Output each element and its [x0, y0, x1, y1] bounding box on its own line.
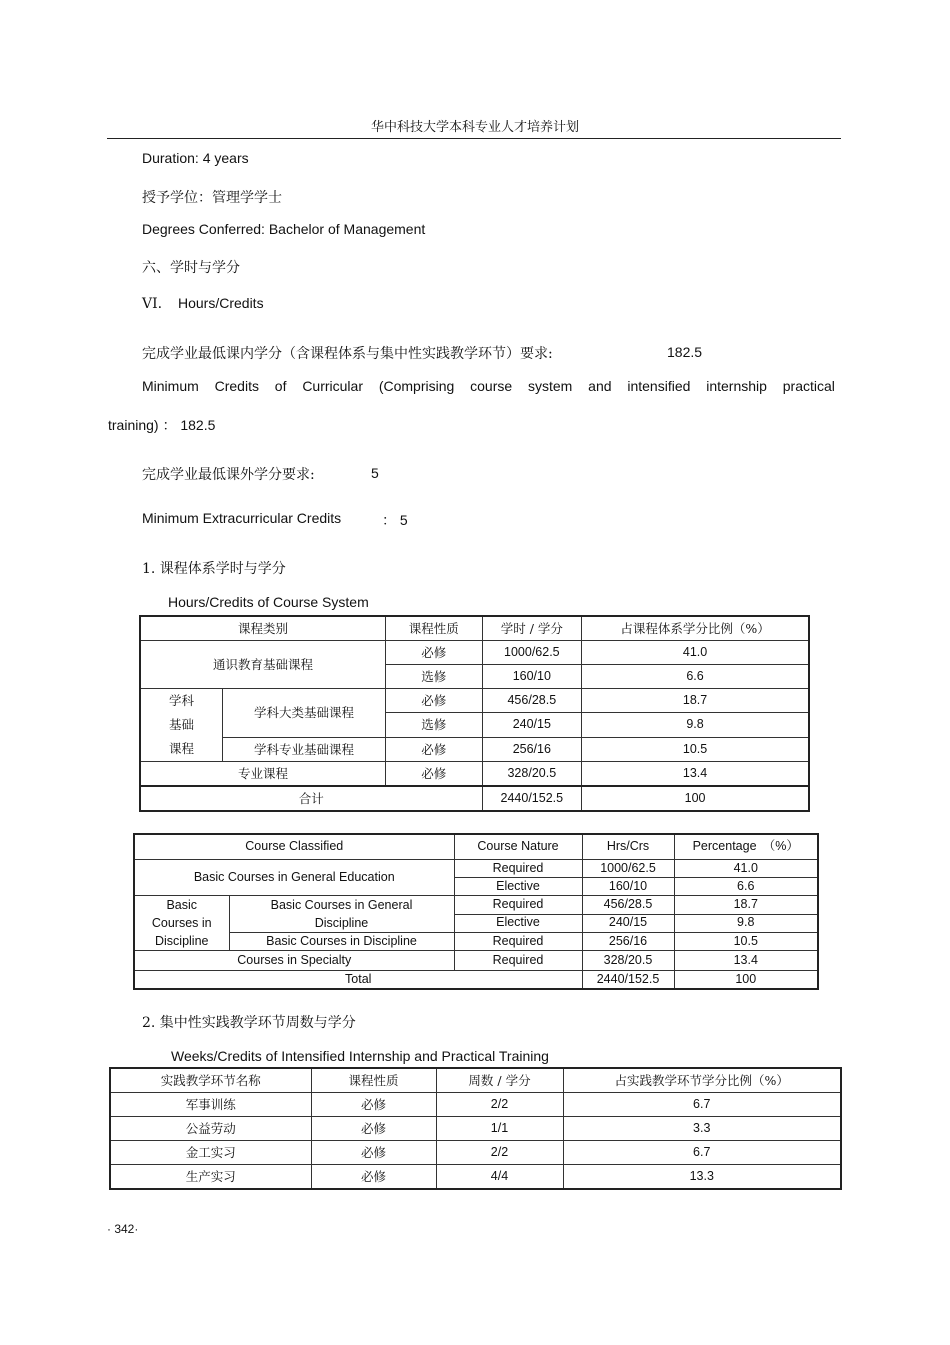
table-header-row	[140, 616, 809, 641]
table-row	[140, 737, 809, 761]
table-row	[110, 1093, 841, 1117]
word: Curricular	[302, 378, 363, 394]
header-cell: 周数 / 学分	[436, 1068, 563, 1093]
nature-cell: Elective	[454, 878, 582, 896]
min-credits-en-line2: training) ： 182.5	[108, 417, 216, 433]
category-cell: Courses in Specialty	[134, 951, 454, 971]
name-cell: 金工实习	[110, 1141, 311, 1165]
section6-en-heading	[142, 295, 264, 312]
header-cell: 占实践教学环节学分比例（%）	[563, 1068, 841, 1093]
header-cell: Percentage （%）	[674, 834, 818, 860]
table-row	[134, 860, 818, 878]
percent-cell: 100	[582, 786, 809, 811]
hours-cell: 2440/152.5	[582, 971, 674, 990]
course-system-table-en	[133, 833, 819, 990]
weeks-cell: 2/2	[436, 1141, 563, 1165]
word: intensified	[627, 378, 691, 394]
degree-cn: 授予学位：管理学学士	[142, 190, 282, 206]
min-credits-cn-value: 182.5	[667, 344, 703, 360]
nature-cell: 必修	[385, 737, 482, 761]
total-label: 合计	[140, 786, 482, 811]
page-number: · 342·	[107, 1222, 139, 1236]
word: Credits	[214, 378, 259, 394]
header-rule	[107, 138, 841, 139]
header-cell: Course Nature	[454, 834, 582, 860]
name-cell: 军事训练	[110, 1093, 311, 1117]
table-row	[140, 641, 809, 665]
total-row	[140, 786, 809, 811]
category-cell: Basic Courses in General Education	[134, 860, 454, 896]
hours-cell: 456/28.5	[482, 689, 582, 713]
practical-training-table	[109, 1067, 842, 1190]
category-cell: 通识教育基础课程	[140, 641, 385, 689]
hours-cell: 328/20.5	[582, 951, 674, 971]
subcategory-cell: Basic Courses in Discipline	[229, 933, 454, 951]
percent-cell: 41.0	[582, 641, 809, 665]
subsection1-en: Hours/Credits of Course System	[168, 594, 369, 610]
extra-credits-en-value: ： 5	[382, 512, 408, 528]
nature-cell: Required	[454, 951, 582, 971]
header-cell: Course Classified	[134, 834, 454, 860]
min-credits-en-line1	[142, 378, 835, 394]
hours-cell: 256/16	[482, 737, 582, 761]
subsection1-cn: 1. 课程体系学时与学分	[142, 561, 286, 577]
nature-cell: 必修	[311, 1093, 436, 1117]
category-cell: 学科 基础 课程	[140, 689, 222, 762]
nature-cell: 必修	[311, 1141, 436, 1165]
table-row	[110, 1117, 841, 1141]
hours-cell: 240/15	[582, 914, 674, 933]
table-row	[140, 689, 809, 713]
name-cell: 公益劳动	[110, 1117, 311, 1141]
page-header: 华中科技大学本科专业人才培养计划	[370, 120, 579, 135]
percent-cell: 9.8	[674, 914, 818, 933]
percent-cell: 100	[674, 971, 818, 990]
percent-cell: 41.0	[674, 860, 818, 878]
percent-cell: 10.5	[582, 737, 809, 761]
subcategory-cell: 学科专业基础课程	[222, 737, 385, 761]
percent-cell: 18.7	[582, 689, 809, 713]
header-cell: 占课程体系学分比例（%）	[582, 616, 809, 641]
header-cell: 学时 / 学分	[482, 616, 582, 641]
weeks-cell: 4/4	[436, 1165, 563, 1190]
percent-cell: 3.3	[563, 1117, 841, 1141]
word: practical	[782, 378, 835, 394]
nature-cell: 必修	[385, 762, 482, 787]
category-cell: 专业课程	[140, 762, 385, 787]
word: (Comprising	[378, 378, 455, 394]
subcategory-cell: 学科大类基础课程	[222, 689, 385, 738]
word: system	[527, 378, 573, 394]
word: Minimum	[142, 378, 199, 394]
section6-cn-heading: 六、学时与学分	[142, 260, 240, 276]
name-cell: 生产实习	[110, 1165, 311, 1190]
table-row	[134, 951, 818, 971]
percent-cell: 13.4	[582, 762, 809, 787]
percent-cell: 6.6	[674, 878, 818, 896]
header-cell: Hrs/Crs	[582, 834, 674, 860]
subcategory-cell: Basic Courses in General Discipline	[229, 896, 454, 933]
nature-cell: 必修	[385, 689, 482, 713]
hours-cell: 160/10	[482, 665, 582, 689]
table-row	[140, 762, 809, 787]
nature-cell: 选修	[385, 713, 482, 737]
nature-cell: 必修	[311, 1117, 436, 1141]
word: internship	[706, 378, 767, 394]
percent-cell: 6.7	[563, 1141, 841, 1165]
header-cell: 课程性质	[311, 1068, 436, 1093]
total-row	[134, 971, 818, 990]
hours-cell: 328/20.5	[482, 762, 582, 787]
nature-cell: Elective	[454, 914, 582, 933]
word: of	[274, 378, 287, 394]
nature-cell: 必修	[385, 641, 482, 665]
table-row	[134, 896, 818, 915]
percent-cell: 18.7	[674, 896, 818, 915]
percent-cell: 13.4	[674, 951, 818, 971]
nature-cell: Required	[454, 860, 582, 878]
header-cell: 课程类别	[140, 616, 385, 641]
nature-cell: Required	[454, 896, 582, 915]
nature-cell: 选修	[385, 665, 482, 689]
nature-cell: 必修	[311, 1165, 436, 1190]
percent-cell: 13.3	[563, 1165, 841, 1190]
hours-cell: 1000/62.5	[482, 641, 582, 665]
hours-cell: 1000/62.5	[582, 860, 674, 878]
percent-cell: 10.5	[674, 933, 818, 951]
extra-credits-cn-value: 5	[371, 465, 379, 481]
total-label: Total	[134, 971, 582, 990]
percent-cell: 6.6	[582, 665, 809, 689]
min-credits-cn-label: 完成学业最低课内学分（含课程体系与集中性实践教学环节）要求:	[142, 346, 553, 362]
nature-cell: Required	[454, 933, 582, 951]
extra-credits-cn-label: 完成学业最低课外学分要求:	[142, 467, 315, 483]
degree-en: Degrees Conferred: Bachelor of Management	[142, 221, 426, 237]
subsection2-en: Weeks/Credits of Intensified Internship and Practical Training	[171, 1048, 549, 1064]
percent-cell: 6.7	[563, 1093, 841, 1117]
weeks-cell: 2/2	[436, 1093, 563, 1117]
table-header-row	[134, 834, 818, 860]
table-row	[134, 933, 818, 951]
hours-cell: 456/28.5	[582, 896, 674, 915]
hours-cell: 240/15	[482, 713, 582, 737]
subsection2-cn: 2. 集中性实践教学环节周数与学分	[142, 1015, 356, 1031]
word: and	[588, 378, 612, 394]
header-cell: 课程性质	[385, 616, 482, 641]
word: course	[470, 378, 513, 394]
table-header-row	[110, 1068, 841, 1093]
table-row	[110, 1141, 841, 1165]
extra-credits-en-label: Minimum Extracurricular Credits	[142, 510, 342, 526]
table-row	[110, 1165, 841, 1190]
section6-en-number: VI.	[142, 296, 163, 312]
category-cell: Basic Courses in Discipline	[134, 896, 229, 951]
course-system-table-cn	[139, 615, 810, 812]
weeks-cell: 1/1	[436, 1117, 563, 1141]
section6-en-title: Hours/Credits	[177, 295, 264, 311]
hours-cell: 256/16	[582, 933, 674, 951]
duration-text: Duration: 4 years	[142, 150, 249, 166]
header-cell: 实践教学环节名称	[110, 1068, 311, 1093]
hours-cell: 2440/152.5	[482, 786, 582, 811]
percent-cell: 9.8	[582, 713, 809, 737]
hours-cell: 160/10	[582, 878, 674, 896]
